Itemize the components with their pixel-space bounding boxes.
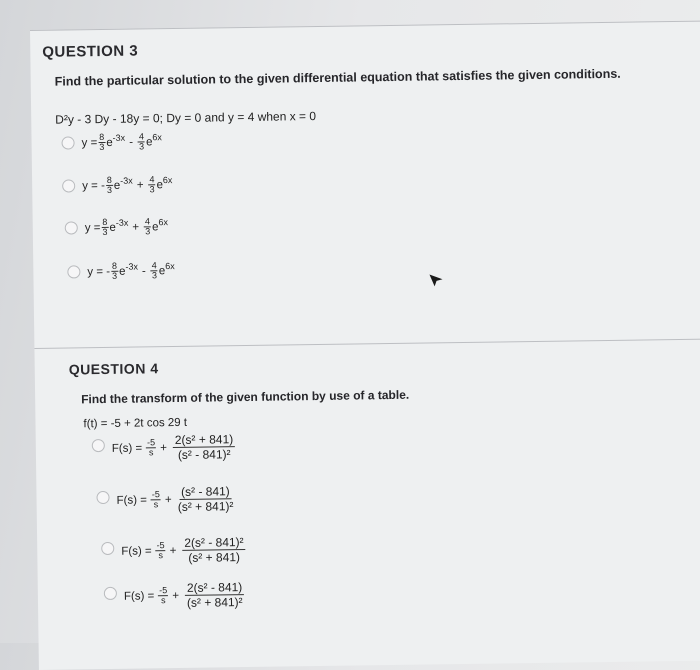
frac-den: 3 <box>139 141 145 152</box>
frac-num: -5 <box>156 540 165 551</box>
exponent: 6x <box>162 174 173 185</box>
frac-den: 3 <box>102 226 108 238</box>
question-4-prompt: Find the transform of the given function by use of a table. <box>81 387 410 407</box>
q4-option-2[interactable] <box>116 484 233 515</box>
frac-den: (s² + 841)² <box>177 499 234 514</box>
q4-option-2-radio[interactable] <box>96 491 109 504</box>
frac-den: s <box>161 595 166 606</box>
operator: + <box>160 441 168 454</box>
question-3-prompt: Find the particular solution to the given differential equation that satisfies the given conditions. <box>54 66 621 89</box>
frac-num: 2(s² + 841) <box>173 432 236 448</box>
mouse-cursor-icon <box>428 272 444 288</box>
e-symbol: e <box>156 178 164 191</box>
question-3-title: QUESTION 3 <box>42 42 139 61</box>
q3-option-3-radio[interactable] <box>65 221 78 234</box>
q4-option-4-radio[interactable] <box>104 587 117 600</box>
q3-option-3-frac1 <box>101 218 108 237</box>
q3-option-4-prefix: y = - <box>87 265 111 278</box>
exponent: -3x <box>115 217 129 228</box>
lhs: F(s) = <box>116 493 148 507</box>
q4-option-1-radio[interactable] <box>92 439 105 452</box>
exponent: 6x <box>158 216 169 227</box>
quiz-page <box>30 21 700 670</box>
frac-den: (s² + 841) <box>188 550 241 565</box>
frac-num: 8 <box>111 260 118 271</box>
e-symbol: e <box>158 264 166 277</box>
q3-option-1-frac2 <box>138 132 145 151</box>
q3-option-4-frac2 <box>151 261 158 280</box>
operator: - <box>129 136 134 149</box>
frac-num: 8 <box>102 216 108 228</box>
operator: + <box>136 178 144 192</box>
q3-option-1-radio[interactable] <box>61 136 74 149</box>
frac-den: (s² - 841)² <box>177 447 231 462</box>
q3-option-3-prefix: y = <box>84 221 101 234</box>
exponent: -3x <box>120 175 133 186</box>
e-symbol: e <box>152 220 159 233</box>
e-symbol: e <box>145 135 153 148</box>
q4-option-1-frac1 <box>146 438 156 457</box>
frac-den: (s² + 841)² <box>186 595 243 610</box>
frac-num: 4 <box>149 174 155 185</box>
e-symbol: e <box>118 265 126 278</box>
frac-num: 8 <box>106 174 112 185</box>
q3-option-1-frac1 <box>98 133 105 152</box>
frac-num: 2(s² - 841)² <box>182 535 246 551</box>
q4-option-3-frac2 <box>182 535 246 565</box>
frac-num: 2(s² - 841) <box>185 580 245 596</box>
q4-option-2-frac2 <box>177 484 233 514</box>
q3-option-2-radio[interactable] <box>62 179 75 192</box>
frac-den: s <box>148 447 154 458</box>
frac-den: 3 <box>151 270 157 281</box>
q4-option-2-frac1 <box>151 490 161 509</box>
operator: + <box>164 493 172 506</box>
frac-num: 4 <box>144 216 151 227</box>
q4-option-3-frac1 <box>156 541 166 560</box>
q3-option-2[interactable] <box>82 175 173 195</box>
e-symbol: e <box>113 179 121 192</box>
q3-option-3-frac2 <box>144 217 151 236</box>
q3-option-1[interactable] <box>81 132 162 152</box>
operator: + <box>169 544 177 557</box>
frac-den: 3 <box>149 184 155 195</box>
lhs: F(s) = <box>111 441 143 455</box>
q4-option-1[interactable] <box>112 432 236 463</box>
q3-option-2-prefix: y = - <box>82 179 105 192</box>
q4-option-4[interactable] <box>124 580 245 611</box>
frac-num: 4 <box>138 131 145 142</box>
q3-option-2-frac1 <box>106 176 113 195</box>
frac-den: 3 <box>112 270 118 281</box>
operator: + <box>132 220 140 234</box>
q3-option-4-frac1 <box>111 262 118 281</box>
frac-den: s <box>153 499 159 510</box>
frac-num: 8 <box>99 131 105 143</box>
exponent: -3x <box>125 261 139 272</box>
frac-den: 3 <box>99 141 105 153</box>
frac-den: s <box>158 550 164 561</box>
q3-option-2-frac2 <box>148 175 155 194</box>
exponent: -3x <box>112 132 126 143</box>
question-4-function: f(t) = -5 + 2t cos 29 t <box>83 416 188 431</box>
frac-den: 3 <box>145 226 151 237</box>
frac-num: (s² - 841) <box>179 484 232 500</box>
q3-option-4-radio[interactable] <box>67 265 80 278</box>
q4-option-4-frac1 <box>158 586 168 605</box>
q3-option-1-prefix: y = <box>81 136 98 149</box>
question-4-title: QUESTION 4 <box>68 360 159 378</box>
exponent: 6x <box>152 131 162 142</box>
e-symbol: e <box>106 136 113 149</box>
q3-option-4[interactable] <box>87 261 175 281</box>
frac-num: -5 <box>159 585 168 596</box>
e-symbol: e <box>109 221 116 234</box>
frac-num: -5 <box>151 489 160 500</box>
q4-option-1-frac2 <box>173 432 236 462</box>
section-divider <box>34 338 700 348</box>
operator: + <box>172 589 180 602</box>
top-divider <box>30 21 700 31</box>
lhs: F(s) = <box>121 544 152 558</box>
question-3-equation: D²y - 3 Dy - 18y = 0; Dy = 0 and y = 4 when x = 0 <box>55 109 317 127</box>
q4-option-4-frac2 <box>185 580 245 610</box>
frac-num: -5 <box>147 437 156 448</box>
operator: - <box>141 264 146 277</box>
frac-den: 3 <box>106 184 113 195</box>
exponent: 6x <box>165 260 175 271</box>
frac-num: 4 <box>151 260 157 271</box>
lhs: F(s) = <box>123 589 155 603</box>
q3-option-3[interactable] <box>85 217 169 237</box>
q4-option-3[interactable] <box>121 535 246 566</box>
q4-option-3-radio[interactable] <box>101 542 114 555</box>
